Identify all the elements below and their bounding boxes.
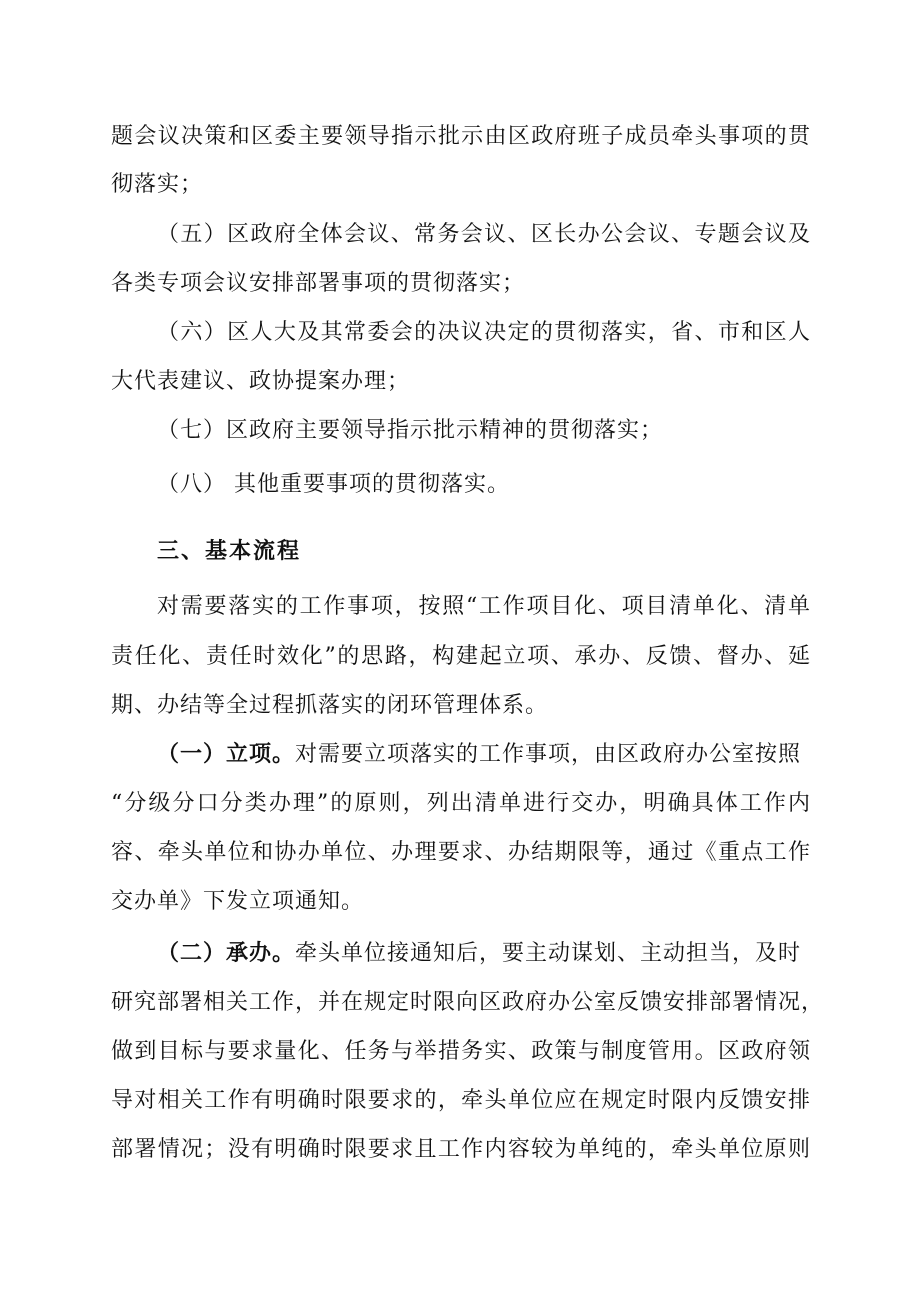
paragraph-line: （六）区人大及其常委会的决议决定的贯彻落实，省、市和区人 — [157, 320, 811, 345]
paragraph-line: 期、办结等全过程抓落实的闭环管理体系。 — [111, 693, 549, 718]
paragraph-line: 容、牵头单位和协办单位、办理要求、办结期限等，通过《重点工作 — [111, 840, 811, 865]
paragraph-line: 部署情况；没有明确时限要求且工作内容较为单纯的，牵头单位原则 — [111, 1137, 811, 1162]
paragraph-line: 题会议决策和区委主要领导指示批示由区政府班子成员牵头事项的贯 — [111, 124, 811, 149]
subsection-title: （二）承办。 — [157, 941, 296, 966]
paragraph-line: （七）区政府主要领导指示批示精神的贯彻落实； — [157, 418, 664, 443]
paragraph-line: 做到目标与要求量化、任务与举措务实、政策与制度管用。区政府领 — [111, 1039, 811, 1064]
paragraph-line: （八） 其他重要事项的贯彻落实。 — [157, 472, 510, 497]
subsection-title: （一）立项。 — [157, 742, 296, 767]
paragraph-text: 对需要立项落实的工作事项，由区政府办公室按照 — [295, 742, 802, 767]
paragraph-line: 大代表建议、政协提案办理； — [111, 369, 411, 394]
paragraph-line: 对需要落实的工作事项，按照“工作项目化、项目清单化、清单 — [157, 594, 811, 619]
paragraph-text: 牵头单位接通知后，要主动谋划、主动担当，及时 — [295, 941, 802, 966]
paragraph-line: 责任化、责任时效化”的思路，构建起立项、承办、反馈、督办、延 — [111, 644, 811, 669]
paragraph-line: “分级分口分类办理”的原则，列出清单进行交办，明确具体工作内 — [111, 791, 811, 816]
paragraph-line — [157, 740, 811, 770]
paragraph-line: 导对相关工作有明确时限要求的，牵头单位应在规定时限内反馈安排 — [111, 1088, 811, 1113]
paragraph-line: 研究部署相关工作，并在规定时限向区政府办公室反馈安排部署情况， — [111, 990, 825, 1015]
paragraph-line: 交办单》下发立项通知。 — [111, 889, 365, 914]
paragraph-line: 各类专项会议安排部署事项的贯彻落实； — [111, 271, 526, 296]
paragraph-line: （五）区政府全体会议、常务会议、区长办公会议、专题会议及 — [157, 222, 811, 247]
paragraph-line: 彻落实； — [111, 172, 204, 197]
paragraph-line — [157, 939, 811, 969]
section-heading: 三、基本流程 — [157, 539, 302, 564]
